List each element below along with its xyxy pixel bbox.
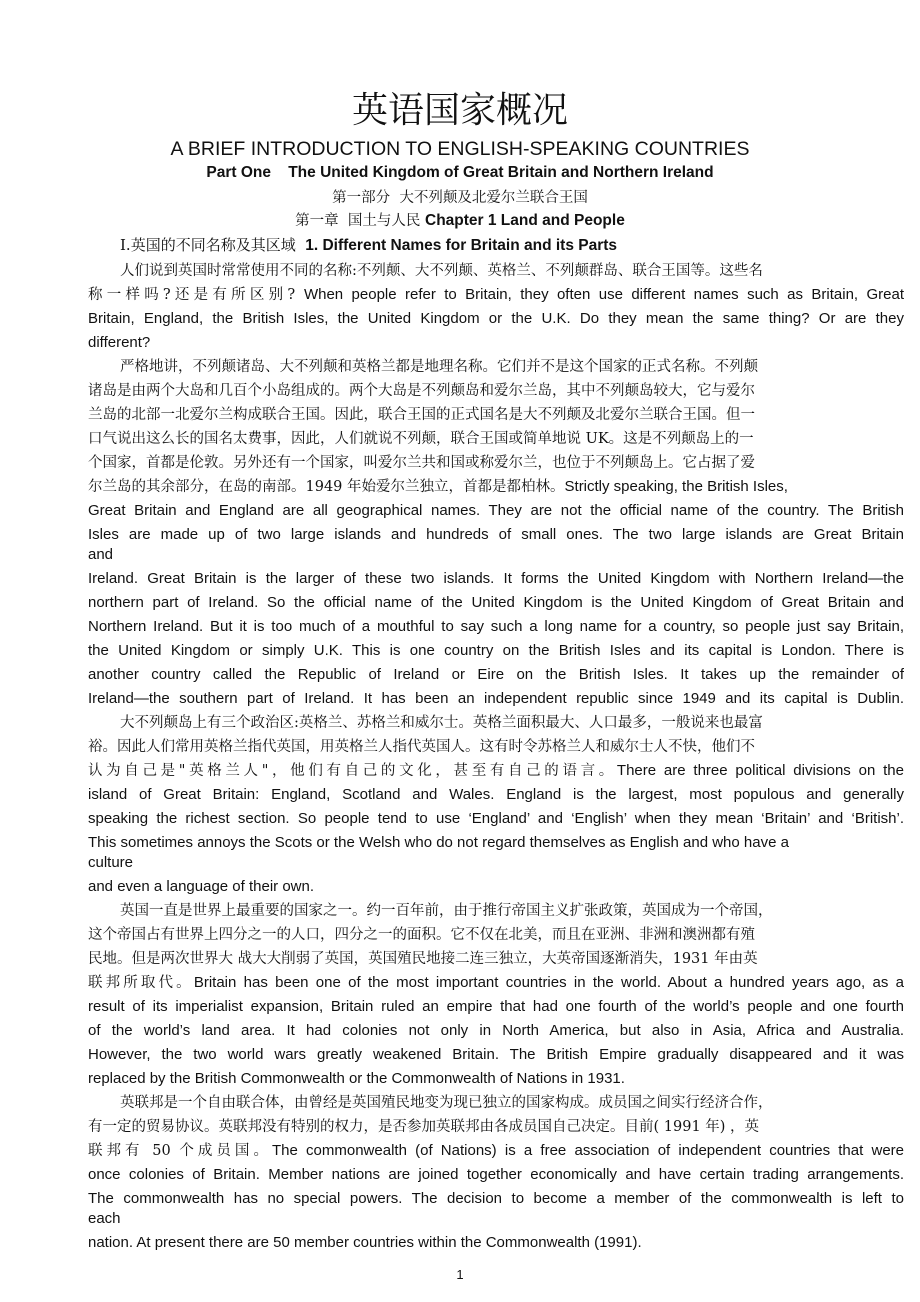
text-line-cn: 英联邦是一个自由联合体，由曾经是英国殖民地变为现已独立的国家构成。成员国之间实行经济合作，: [120, 1095, 773, 1111]
text-line: [88, 972, 904, 994]
text-line: [88, 592, 904, 614]
text-line-en: Britain, England, the British Isles, the United Kingdom or the U.K. Do they mean the same thing? Or are they: [88, 310, 904, 327]
text-line-cn: 民地。但是两次世界大 战大大削弱了英国，英国殖民地接二连三独立，大英帝国逐渐消失，1931 年由英: [88, 951, 758, 967]
text-line-en: and: [88, 546, 114, 563]
text-line-cn: 认为自己是"英格兰人"，他们有自己的文化，甚至有自己的语言。: [88, 763, 617, 779]
text-line: [88, 476, 904, 498]
text-line-cn: 这个帝国占有世界上四分之一的人口，四分之一的面积。它不仅在北美，而且在亚洲、非洲和澳洲都有殖: [88, 927, 755, 943]
text-line-en: Ireland. Great Britain is the larger of these two islands. It forms the United Kingdom with Northern Ireland—the: [88, 570, 904, 587]
text-line: [88, 332, 904, 354]
text-line: [88, 500, 904, 522]
text-line: [120, 260, 904, 282]
text-line-cn: 人们说到英国时常常使用不同的名称:不列颠、大不列颠、英格兰、不列颠群岛、联合王国等。这些名: [120, 263, 763, 279]
text-line-en: Isles are made up of two large islands and hundreds of small ones. The two large islands are Great Britain: [88, 526, 904, 543]
part-heading-en: Part One The United Kingdom of Great Britain and Northern Ireland: [206, 164, 714, 181]
text-line-cn: 有一定的贸易协议。英联邦没有特别的权力，是否参加英联邦由各成员国自己决定。目前( 1991 年) ，英: [88, 1119, 760, 1135]
text-line: [88, 1232, 904, 1254]
text-line: [88, 808, 904, 830]
document-title: 英语国家概况: [351, 90, 568, 131]
text-line: [88, 380, 904, 402]
text-line: [88, 568, 904, 590]
page-number: 1: [456, 1267, 464, 1282]
text-line-en: Strictly speaking, the British Isles,: [564, 478, 788, 495]
text-line-cn: 联邦有 50 个成员国。: [88, 1143, 272, 1159]
text-line: [88, 404, 904, 426]
text-line-cn: 个国家，首都是伦敦。另外还有一个国家，叫爱尔兰共和国或称爱尔兰，也位于不列颠岛上。它占据了爱: [88, 455, 755, 471]
text-line: [88, 784, 904, 806]
text-line-en: of the world’s land area. It had colonies not only in North America, but also in Asia, Africa and Australia.: [88, 1022, 904, 1039]
section-heading: Ⅰ.英国的不同名称及其区域 1. Different Names for Britain and its Parts: [120, 236, 618, 254]
text-line-en: culture: [88, 854, 134, 871]
text-line-en: once colonies of Britain. Member nations are joined together economically and have certain trading arrangements.: [88, 1166, 904, 1183]
text-line: [88, 616, 904, 638]
text-line-en: Great Britain and England are all geographical names. They are not the official name of the country. The British: [88, 502, 904, 519]
text-line: [88, 876, 904, 898]
text-line: [88, 1020, 904, 1042]
text-line-cn: 诸岛是由两个大岛和几百个小岛组成的。两个大岛是不列颠岛和爱尔兰岛，其中不列颠岛较大，它与爱尔: [88, 383, 755, 399]
text-line-cn: 称一样吗?还是有所区别?: [88, 287, 304, 303]
text-line: [88, 452, 904, 474]
text-line-cn: 严格地讲，不列颠诸岛、大不列颠和英格兰都是地理名称。它们并不是这个国家的正式名称。不列颠: [120, 359, 758, 375]
text-line-en: each: [88, 1210, 121, 1227]
text-line: [88, 1140, 904, 1162]
text-line: [88, 1188, 904, 1210]
text-line-en: island of Great Britain: England, Scotland and Wales. England is the largest, most populous and generally: [88, 786, 904, 803]
text-line-cn: 兰岛的北部一北爱尔兰构成联合王国。因此，联合王国的正式国名是大不列颠及北爱尔兰联合王国。但一: [88, 407, 755, 423]
text-line: [88, 1164, 904, 1186]
text-line-cn: 裕。因此人们常用英格兰指代英国，用英格兰人指代英国人。这有时令苏格兰人和威尔士人不快，他们不: [88, 739, 755, 755]
text-line: [120, 356, 904, 378]
text-line: [88, 544, 904, 566]
text-line-en: The commonwealth has no special powers. The decision to become a member of the commonwealth is left to: [88, 1190, 904, 1207]
text-line: [88, 284, 904, 306]
text-line: [88, 996, 904, 1018]
text-line: [88, 688, 904, 710]
text-line: [88, 664, 904, 686]
text-line: [88, 1208, 904, 1230]
text-line-cn: 英国一直是世界上最重要的国家之一。约一百年前，由于推行帝国主义扩张政策，英国成为一个帝国，: [120, 903, 773, 919]
text-line-en: and even a language of their own.: [88, 878, 315, 895]
text-line: [88, 852, 904, 874]
text-line-en: This sometimes annoys the Scots or the Welsh who do not regard themselves as English and who have a: [88, 834, 789, 851]
text-line: [88, 1116, 904, 1138]
text-line-en: Ireland—the southern part of Ireland. It has been an independent republic since 1949 and its capital is Dublin.: [88, 690, 904, 707]
text-line: [88, 948, 904, 970]
text-line-en: another country called the Republic of Ireland or Eire on the British Isles. It takes up the remainder of: [88, 666, 904, 683]
text-line: [88, 1068, 904, 1090]
text-line-en: There are three political divisions on the: [616, 762, 904, 779]
text-line-en: speaking the richest section. So people tend to use ‘England’ and ‘English’ when they mean ‘Britain’ and ‘British’.: [88, 810, 904, 827]
chapter-heading: 第一章 国土与人民 Chapter 1 Land and People: [295, 212, 625, 229]
text-line-cn: 尔兰岛的其余部分，在岛的南部。1949 年始爱尔兰独立，首都是都柏林。: [88, 479, 565, 495]
text-line-en: When people refer to Britain, they often use different names such as Britain, Great: [303, 286, 904, 303]
document-subtitle: A BRIEF INTRODUCTION TO ENGLISH-SPEAKING COUNTRIES: [170, 138, 750, 160]
text-line: [88, 1044, 904, 1066]
text-line: [88, 308, 904, 330]
text-line: [88, 428, 904, 450]
text-line-en: However, the two world wars greatly weakened Britain. The British Empire gradually disappeared and it was: [88, 1046, 904, 1063]
text-line-cn: 大不列颠岛上有三个政治区:英格兰、苏格兰和威尔士。英格兰面积最大、人口最多，一般说来也最富: [120, 715, 763, 731]
text-line: [88, 736, 904, 758]
text-line-en: Northern Ireland. But it is too much of a mouthful to say such a long name for a country, so people just say Britain,: [88, 618, 904, 635]
text-line-cn: 口气说出这么长的国名太费事，因此，人们就说不列颠，联合王国或简单地说 UK。这是不列颠岛上的一: [88, 431, 754, 447]
text-line: [88, 924, 904, 946]
text-line-en: replaced by the British Commonwealth or the Commonwealth of Nations in 1931.: [88, 1070, 625, 1087]
text-line-en: the United Kingdom or simply U.K. This is one country on the British Isles and its capital is London. There is: [88, 642, 904, 659]
text-line-en: different?: [88, 334, 151, 351]
text-line-en: The commonwealth (of Nations) is a free association of independent countries that were: [271, 1142, 904, 1159]
text-line-cn: 联邦所取代。: [88, 975, 194, 991]
text-line-en: northern part of Ireland. So the official name of the United Kingdom is the United Kingdom of Great Britain and: [88, 594, 904, 611]
text-line-en: nation. At present there are 50 member countries within the Commonwealth (1991).: [88, 1234, 642, 1251]
text-line: [88, 640, 904, 662]
text-line-en: result of its imperialist expansion, Britain ruled an empire that had one fourth of the world’s people and one fourth: [88, 998, 904, 1015]
part-heading-cn: 第一部分 大不列颠及北爱尔兰联合王国: [332, 190, 588, 206]
text-line: [88, 832, 904, 854]
text-line: [120, 900, 904, 922]
text-line: [88, 524, 904, 546]
text-line: [88, 760, 904, 782]
text-line-en: Britain has been one of the most important countries in the world. About a hundred years ago, as a: [193, 974, 904, 991]
text-line: [120, 712, 904, 734]
text-line: [120, 1092, 904, 1114]
